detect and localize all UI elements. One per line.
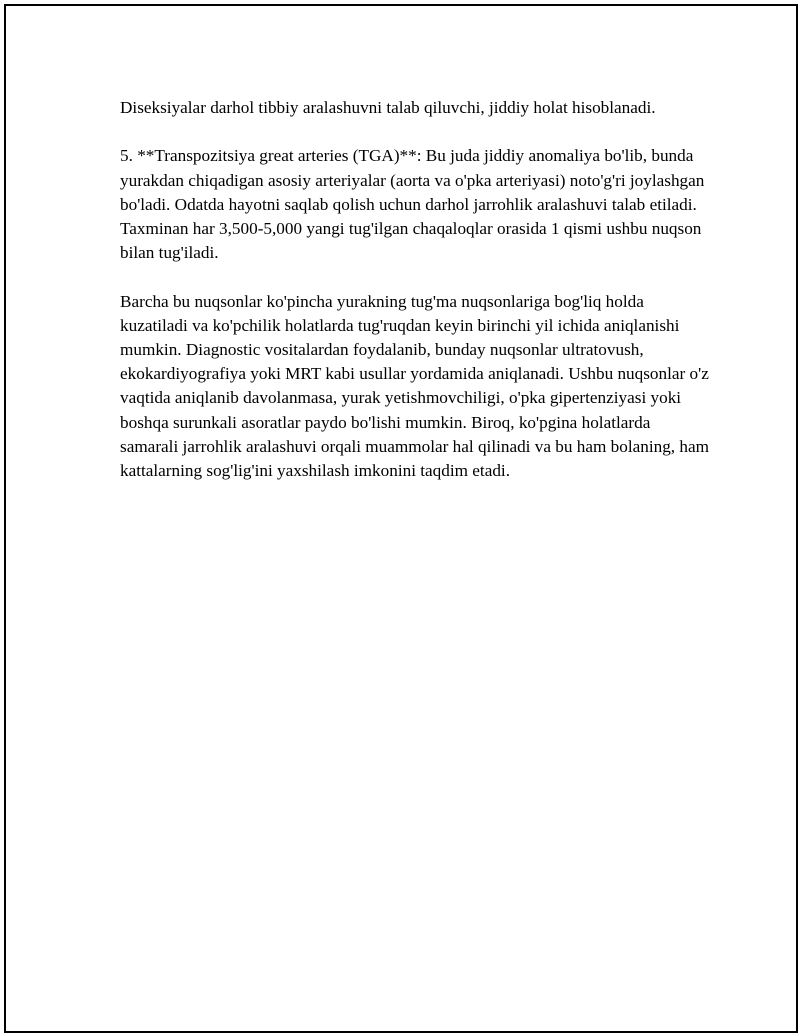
paragraph-summary: Barcha bu nuqsonlar ko'pincha yurakning tug'ma nuqsonlariga bog'liq holda kuzatiladi va ko'pchilik holatlarda tug'ruqdan keyin birinchi yil ichida aniqlanishi mumkin. Diagnostic vositalardan foydalanib, bunday nuqsonlar ultratovush, ekokardiyografiya yoki MRT kabi usullar yordamida aniqlanadi. Ushbu nuqsonlar o'z vaqtida aniqlanib davolanmasa, yurak yetishmovchiligi, o'pka gipertenziyasi yoki boshqa surunkali asoratlar paydo bo'lishi mumkin. Biroq, ko'pgina holatlarda samarali jarrohlik aralashuvi orqali muammolar hal qilinadi va bu ham bolaning, ham kattalarning sog'lig'ini yaxshilash imkonini taqdim etadi. bbox=[120, 291, 709, 481]
paragraph-dissection-note: Diseksiyalar darhol tibbiy aralashuvni talab qiluvchi, jiddiy holat hisoblanadi. bbox=[120, 98, 656, 117]
paragraph-tga: 5. **Transpozitsiya great arteries (TGA)**: Bu juda jiddiy anomaliya bo'lib, bunda yurakdan chiqadigan asosiy arteriyalar (aorta va o'pka arteriyasi) noto'g'ri joylashgan bo'ladi. Odatda hayotni saqlab qolish uchun darhol jarrohlik aralashuvi talab etiladi. Taxminan har 3,500-5,000 yangi tug'ilgan chaqaloqlar orasida 1 qismi ushbu nuqson bilan tug'iladi. bbox=[120, 146, 705, 263]
document-body bbox=[120, 96, 710, 483]
document-page bbox=[4, 4, 798, 1033]
